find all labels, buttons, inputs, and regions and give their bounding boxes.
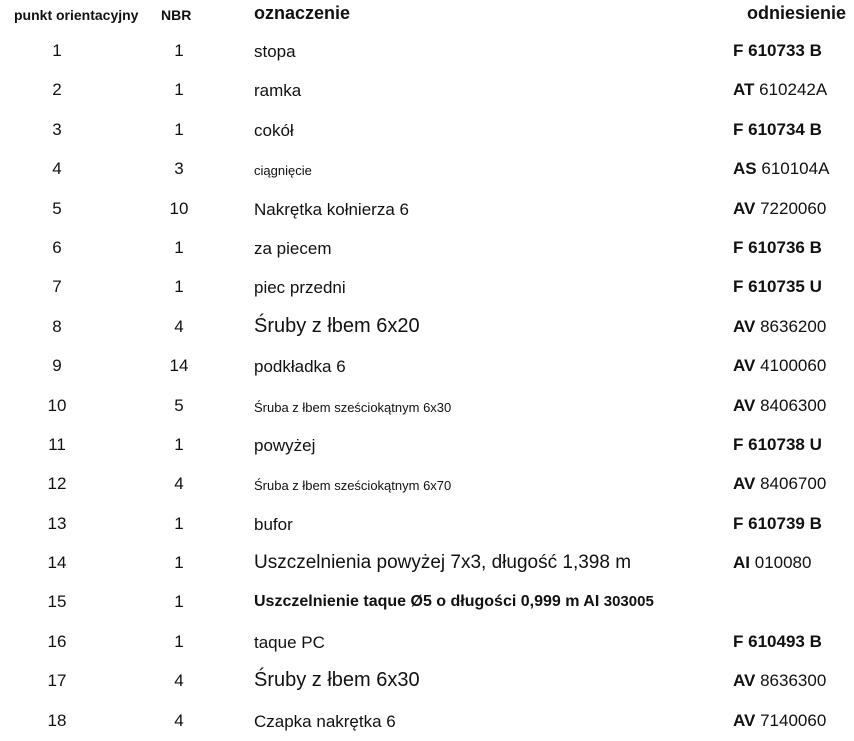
row-ref-prefix: F bbox=[733, 41, 744, 60]
row-description-text: Śruba z łbem sześciokątnym 6x30 bbox=[254, 399, 452, 415]
row-description bbox=[254, 515, 293, 535]
row-ref-prefix: AI bbox=[733, 553, 750, 573]
table-header bbox=[0, 0, 854, 30]
table-row bbox=[0, 190, 854, 229]
row-description-text: za piecem bbox=[254, 238, 332, 258]
row-point: 18 bbox=[47, 710, 67, 730]
row-description bbox=[254, 163, 312, 178]
row-ref-prefix: AV bbox=[733, 356, 756, 376]
header-nbr: NBR bbox=[161, 7, 192, 23]
row-ref-prefix: AV bbox=[733, 710, 756, 730]
row-description-text: podkładka 6 bbox=[254, 357, 346, 377]
row-description-text: Czapka nakrętka 6 bbox=[254, 711, 396, 731]
row-nbr: 1 bbox=[174, 553, 184, 573]
row-nbr: 1 bbox=[174, 41, 184, 60]
table-row bbox=[0, 71, 854, 110]
row-nbr: 1 bbox=[174, 119, 184, 139]
row-point: 6 bbox=[52, 237, 62, 257]
row-point: 9 bbox=[52, 356, 62, 376]
row-ref-number: 7140060 bbox=[760, 710, 827, 730]
row-point: 15 bbox=[47, 592, 67, 612]
row-ref-number: 010080 bbox=[754, 553, 812, 573]
row-ref-suffix: B bbox=[809, 119, 822, 139]
row-reference bbox=[733, 435, 822, 455]
parts-table-body bbox=[0, 32, 854, 741]
row-ref-number: 610736 bbox=[748, 237, 805, 257]
row-ref-number: 8636200 bbox=[760, 316, 827, 336]
row-point: 10 bbox=[47, 395, 67, 415]
table-row bbox=[0, 150, 854, 189]
row-reference bbox=[733, 474, 826, 494]
row-ref-number: 303005 bbox=[603, 593, 654, 611]
row-point: 14 bbox=[47, 553, 67, 573]
row-ref-number: 7220060 bbox=[760, 198, 827, 218]
row-description bbox=[254, 239, 331, 259]
table-row bbox=[0, 623, 854, 662]
row-description bbox=[254, 436, 315, 456]
row-reference bbox=[733, 396, 826, 416]
row-description bbox=[254, 400, 451, 415]
row-description bbox=[254, 633, 325, 653]
row-nbr: 4 bbox=[174, 710, 184, 730]
row-reference bbox=[733, 356, 826, 376]
row-nbr: 1 bbox=[174, 80, 184, 100]
table-row bbox=[0, 229, 854, 268]
row-reference bbox=[733, 277, 822, 297]
row-description bbox=[254, 121, 294, 141]
row-point: 3 bbox=[52, 119, 62, 139]
row-point: 17 bbox=[47, 671, 67, 691]
row-description-text: Śruba z łbem sześciokątnym 6x70 bbox=[254, 478, 452, 494]
table-row bbox=[0, 544, 854, 583]
header-reference: odniesienie bbox=[746, 3, 846, 23]
row-ref-number: 8406300 bbox=[760, 395, 827, 415]
row-description-text: Uszczelnienia powyżej 7x3, długość 1,398 m bbox=[254, 552, 632, 574]
row-ref-prefix: AV bbox=[733, 316, 756, 336]
row-nbr: 14 bbox=[169, 356, 189, 376]
row-description bbox=[254, 278, 346, 298]
row-description bbox=[254, 712, 396, 732]
row-description bbox=[254, 552, 631, 574]
row-point: 12 bbox=[47, 474, 67, 494]
row-ref-number: 610733 bbox=[748, 41, 805, 60]
row-ref-prefix: AI bbox=[583, 593, 600, 611]
row-description bbox=[254, 357, 346, 377]
row-nbr: 4 bbox=[174, 671, 184, 691]
row-description bbox=[254, 200, 409, 220]
row-nbr: 1 bbox=[174, 513, 184, 533]
row-ref-prefix: F bbox=[733, 119, 744, 139]
row-description-text: cokół bbox=[254, 120, 294, 140]
row-ref-suffix: U bbox=[809, 434, 822, 454]
row-description bbox=[254, 42, 296, 62]
row-ref-number: 610739 bbox=[748, 513, 805, 533]
row-description-text: bufor bbox=[254, 514, 293, 534]
row-ref-prefix: F bbox=[733, 434, 744, 454]
row-ref-prefix: AS bbox=[733, 159, 757, 179]
table-row bbox=[0, 308, 854, 347]
table-row bbox=[0, 268, 854, 307]
row-ref-number: 610242A bbox=[759, 80, 828, 100]
row-reference bbox=[733, 632, 822, 652]
row-reference bbox=[733, 199, 826, 219]
row-nbr: 1 bbox=[174, 592, 184, 612]
row-point: 2 bbox=[52, 80, 62, 100]
table-row bbox=[0, 111, 854, 150]
row-point: 7 bbox=[52, 277, 62, 297]
row-description-text: taque PC bbox=[254, 632, 325, 652]
row-ref-prefix: F bbox=[733, 277, 744, 297]
row-description-text: ramka bbox=[254, 81, 302, 101]
table-row bbox=[0, 505, 854, 544]
row-nbr: 5 bbox=[174, 395, 184, 415]
row-nbr: 1 bbox=[174, 237, 184, 257]
row-point: 4 bbox=[52, 159, 62, 179]
table-row bbox=[0, 702, 854, 741]
row-reference bbox=[733, 238, 822, 258]
row-nbr: 1 bbox=[174, 631, 184, 651]
table-row bbox=[0, 347, 854, 386]
table-row bbox=[0, 426, 854, 465]
row-point: 16 bbox=[47, 631, 67, 651]
row-reference bbox=[733, 41, 822, 61]
row-point: 13 bbox=[47, 513, 67, 533]
row-description bbox=[254, 315, 420, 338]
row-ref-prefix: F bbox=[733, 631, 744, 651]
row-ref-number: 4100060 bbox=[760, 356, 827, 376]
row-description-text: piec przedni bbox=[254, 278, 346, 298]
row-ref-prefix: F bbox=[733, 237, 744, 257]
row-ref-number: 610738 bbox=[748, 434, 805, 454]
row-nbr: 10 bbox=[169, 198, 189, 218]
row-nbr: 4 bbox=[174, 316, 184, 336]
row-description-text: Uszczelnienie taque Ø5 o długości 0,999 m bbox=[254, 593, 580, 611]
row-ref-suffix: U bbox=[809, 277, 822, 297]
row-ref-suffix: B bbox=[809, 513, 822, 533]
row-reference bbox=[733, 120, 822, 140]
table-row bbox=[0, 662, 854, 701]
row-point: 8 bbox=[52, 316, 62, 336]
row-ref-prefix: AT bbox=[733, 80, 755, 100]
row-ref-number: 610104A bbox=[761, 159, 830, 179]
table-row bbox=[0, 32, 854, 71]
row-ref-prefix: F bbox=[733, 513, 744, 533]
row-reference bbox=[733, 317, 826, 337]
header-description: oznaczenie bbox=[254, 3, 351, 23]
row-point: 11 bbox=[48, 434, 66, 454]
row-reference bbox=[733, 671, 826, 691]
row-description bbox=[254, 478, 451, 493]
row-ref-number: 610734 bbox=[748, 119, 805, 139]
row-description-text: Śruby z łbem 6x20 bbox=[254, 314, 420, 337]
row-ref-prefix: AV bbox=[733, 474, 756, 494]
row-description-text: Nakrętka kołnierza 6 bbox=[254, 199, 409, 219]
row-reference bbox=[733, 553, 811, 573]
header-point: punkt orientacyjny bbox=[14, 7, 139, 23]
row-ref-suffix: B bbox=[809, 41, 822, 60]
row-ref-suffix: B bbox=[809, 631, 822, 651]
row-description-text: ciągnięcie bbox=[254, 163, 312, 179]
row-ref-number: 610493 bbox=[748, 631, 805, 651]
row-ref-number: 8406700 bbox=[760, 474, 827, 494]
row-reference bbox=[733, 711, 826, 731]
row-description bbox=[254, 81, 301, 101]
row-description-text: Śruby z łbem 6x30 bbox=[254, 669, 420, 692]
row-ref-number: 610735 bbox=[748, 277, 805, 297]
row-description bbox=[254, 669, 420, 692]
row-ref-number: 8636300 bbox=[760, 671, 827, 691]
row-point: 5 bbox=[52, 198, 62, 218]
table-row bbox=[0, 387, 854, 426]
row-description-text: stopa bbox=[254, 42, 296, 61]
row-point: 1 bbox=[52, 41, 62, 60]
row-reference bbox=[733, 80, 827, 100]
row-ref-prefix: AV bbox=[733, 395, 756, 415]
row-ref-prefix: AV bbox=[733, 198, 756, 218]
row-reference bbox=[733, 159, 829, 179]
row-reference bbox=[733, 514, 822, 534]
row-description bbox=[254, 593, 654, 611]
table-row bbox=[0, 583, 854, 622]
row-ref-prefix: AV bbox=[733, 671, 756, 691]
row-ref-suffix: B bbox=[809, 237, 822, 257]
row-nbr: 4 bbox=[174, 474, 184, 494]
table-row bbox=[0, 465, 854, 504]
row-nbr: 3 bbox=[174, 159, 184, 179]
row-nbr: 1 bbox=[174, 277, 184, 297]
row-description-text: powyżej bbox=[254, 435, 316, 455]
row-nbr: 1 bbox=[174, 434, 184, 454]
